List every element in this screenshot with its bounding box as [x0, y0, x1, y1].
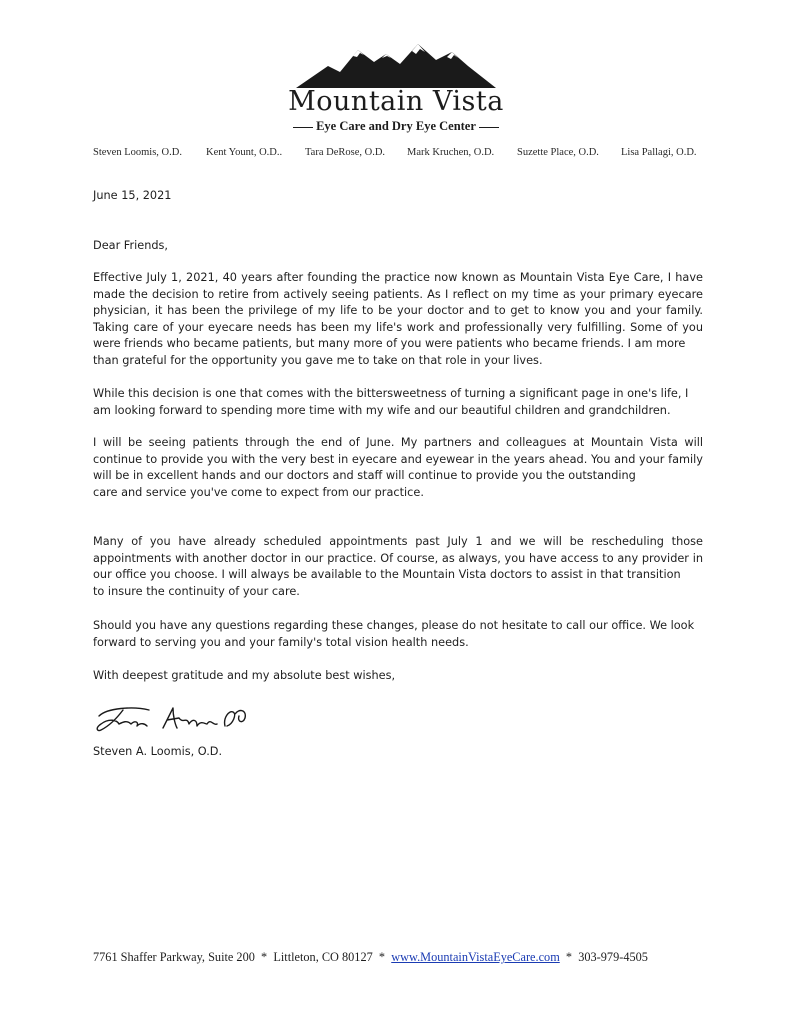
- doctor-name: Tara DeRose, O.D.: [305, 147, 386, 158]
- letter-paragraph-2: While this decision is one that comes with the bittersweetness of turning a significant page in one's life, I am looking forward to spending more time with my wife and our beautiful children and grandchildren.: [93, 387, 689, 417]
- letter-salutation: Dear Friends,: [93, 239, 169, 252]
- doctor-name: Mark Kruchen, O.D.: [407, 147, 495, 158]
- footer-separator: *: [261, 950, 268, 964]
- letter-date: June 15, 2021: [93, 189, 172, 202]
- signer-name: Steven A. Loomis, O.D.: [93, 745, 223, 758]
- footer: [93, 950, 713, 965]
- footer-address: 7761 Shaffer Parkway, Suite 200: [93, 950, 255, 964]
- practice-name: Mountain Vista: [288, 86, 504, 117]
- signature: [93, 702, 253, 736]
- footer-city: Littleton, CO 80127: [273, 950, 373, 964]
- practice-tagline: Eye Care and Dry Eye Center: [286, 119, 506, 134]
- footer-phone: 303-979-4505: [578, 950, 648, 964]
- letter-paragraph-1: Effective July 1, 2021, 40 years after founding the practice now known as Mountain Vista Eye Care, I have made the decision to retire from actively seeing patients. As I reflect on my time as your primary eyecare physician, it has been the privilege of my life to be your doctor and to get to know you and your family. Taking care of your eyecare needs has been my life's work and professionally very fulfilling. Some of you were friends who became patients, but many more of you were patients who became friends. I am more than grateful for the opportunity you gave me to take on that role in your lives.: [93, 271, 703, 367]
- website-link[interactable]: www.MountainVistaEyeCare.com: [391, 950, 560, 964]
- practice-logo: [286, 42, 506, 134]
- doctor-name: Kent Yount, O.D..: [206, 147, 283, 158]
- doctor-name: Lisa Pallagi, O.D.: [621, 147, 697, 158]
- mountain-logo-icon: [296, 42, 496, 90]
- letter-paragraph-3: I will be seeing patients through the end of June. My partners and colleagues at Mountain Vista will continue to provide you with the very best in eyecare and eyewear in the years ahead. You and your family will be in excellent hands and our doctors and staff will continue to provide you the outstanding care and service you've come to expect from our practice.: [93, 436, 703, 499]
- doctor-name: Steven Loomis, O.D.: [93, 147, 182, 158]
- doctor-name: Suzette Place, O.D.: [517, 147, 599, 158]
- letter-paragraph-4: Many of you have already scheduled appointments past July 1 and we will be rescheduling those appointments with another doctor in our practice. Of course, as always, you have access to any provider in our office you choose. I will always be available to the Mountain Vista doctors to assist in that transition to insure the continuity of your care.: [93, 535, 703, 598]
- footer-separator: *: [565, 950, 573, 964]
- letter-paragraph-5: Should you have any questions regarding these changes, please do not hesitate to call our office. We look forward to serving you and your family's total vision health needs.: [93, 619, 695, 649]
- letter-closing: With deepest gratitude and my absolute best wishes,: [93, 669, 396, 682]
- footer-separator: *: [378, 950, 386, 964]
- signature-icon: [93, 702, 253, 736]
